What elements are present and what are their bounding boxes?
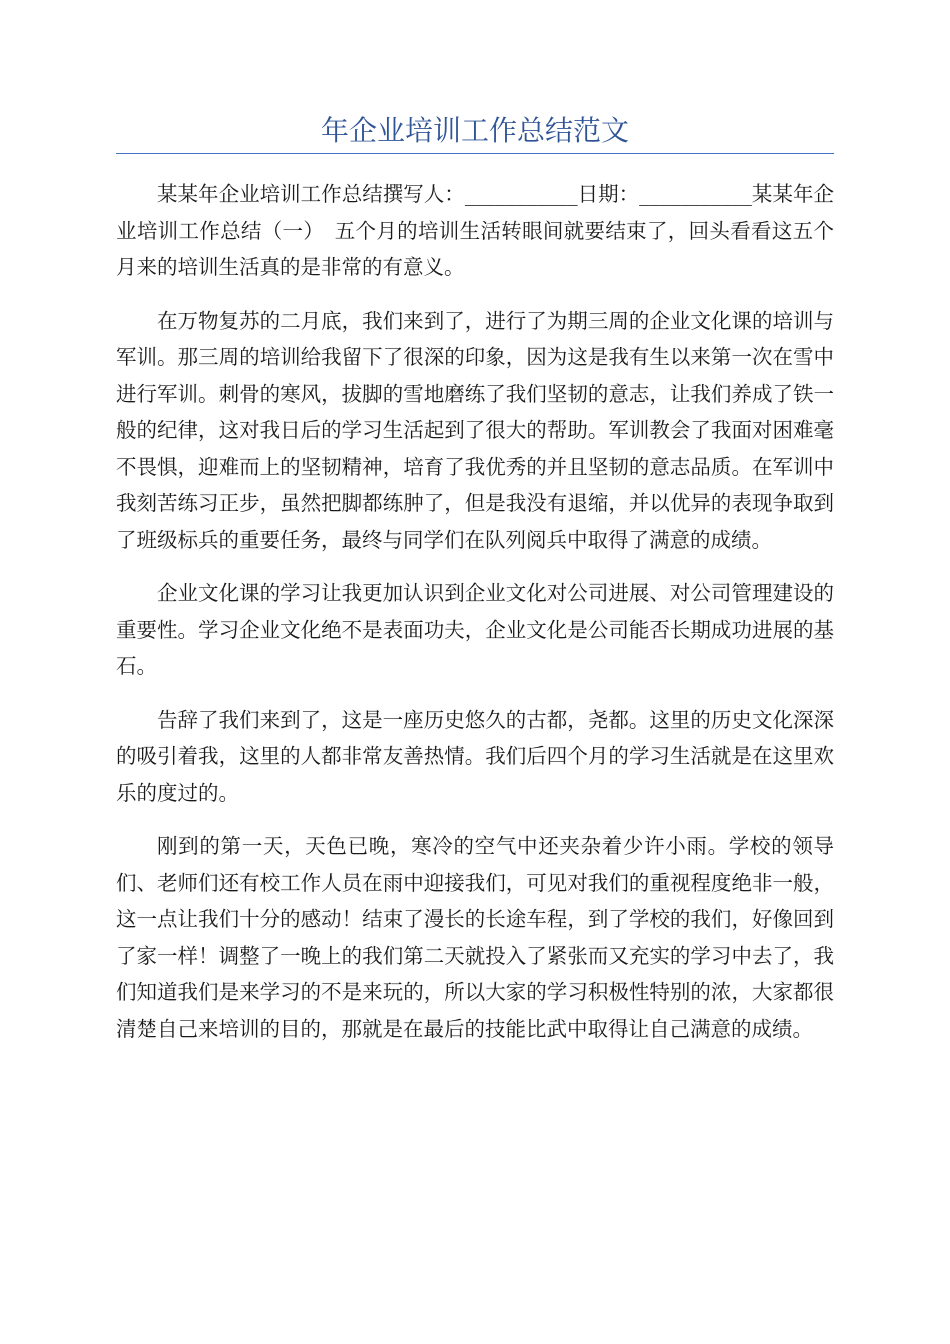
document-body (116, 176, 834, 1064)
body-paragraph: 告辞了我们来到了，这是一座历史悠久的古都，尧都。这里的历史文化深深的吸引着我，这里的人都非常友善热情。我们后四个月的学习生活就是在这里欢乐的度过的。 (116, 707, 834, 805)
body-paragraph: 企业文化课的学习让我更加认识到企业文化对公司进展、对公司管理建设的重要性。学习企业文化绝不是表面功夫，企业文化是公司能否长期成功进展的基石。 (116, 581, 834, 678)
document-title: 年企业培训工作总结范文 (320, 114, 629, 147)
body-paragraph: 刚到的第一天，天色已晚，寒冷的空气中还夹杂着少许小雨。学校的领导们、老师们还有校工作人员在雨中迎接我们，可见对我们的重视程度绝非一般，这一点让我们十分的感动！结束了漫长的长途车程，到了学校的我们，好像回到了家一样！调整了一晚上的我们第二天就投入了紧张而又充实的学习中去了，我们知道我们是来学习的不是来玩的，所以大家的学习积极性特别的浓，大家都很清楚自己来培训的目的，那就是在最后的技能比武中取得让自己满意的成绩。 (116, 834, 834, 1041)
body-paragraph: 在万物复苏的二月底，我们来到了，进行了为期三周的企业文化课的培训与军训。那三周的培训给我留下了很深的印象，因为这是我有生以来第一次在雪中进行军训。刺骨的寒风，拔脚的雪地磨练了我们坚韧的意志，让我们养成了铁一般的纪律，这对我日后的学习生活起到了很大的帮助。军训教会了我面对困难毫不畏惧，迎难而上的坚韧精神，培育了我优秀的并且坚韧的意志品质。在军训中我刻苦练习正步，虽然把脚都练肿了，但是我没有退缩，并以优异的表现争取到了班级标兵的重要任务，最终与同学们在队列阅兵中取得了满意的成绩。 (116, 308, 834, 552)
body-paragraph: 某某年企业培训工作总结撰写人：___________日期：___________某某年企业培训工作总结（一） 五个月的培训生活转眼间就要结束了，回头看看这五个月来的培训生活真的是非常的有意义。 (116, 182, 834, 279)
title-underline (116, 153, 834, 154)
